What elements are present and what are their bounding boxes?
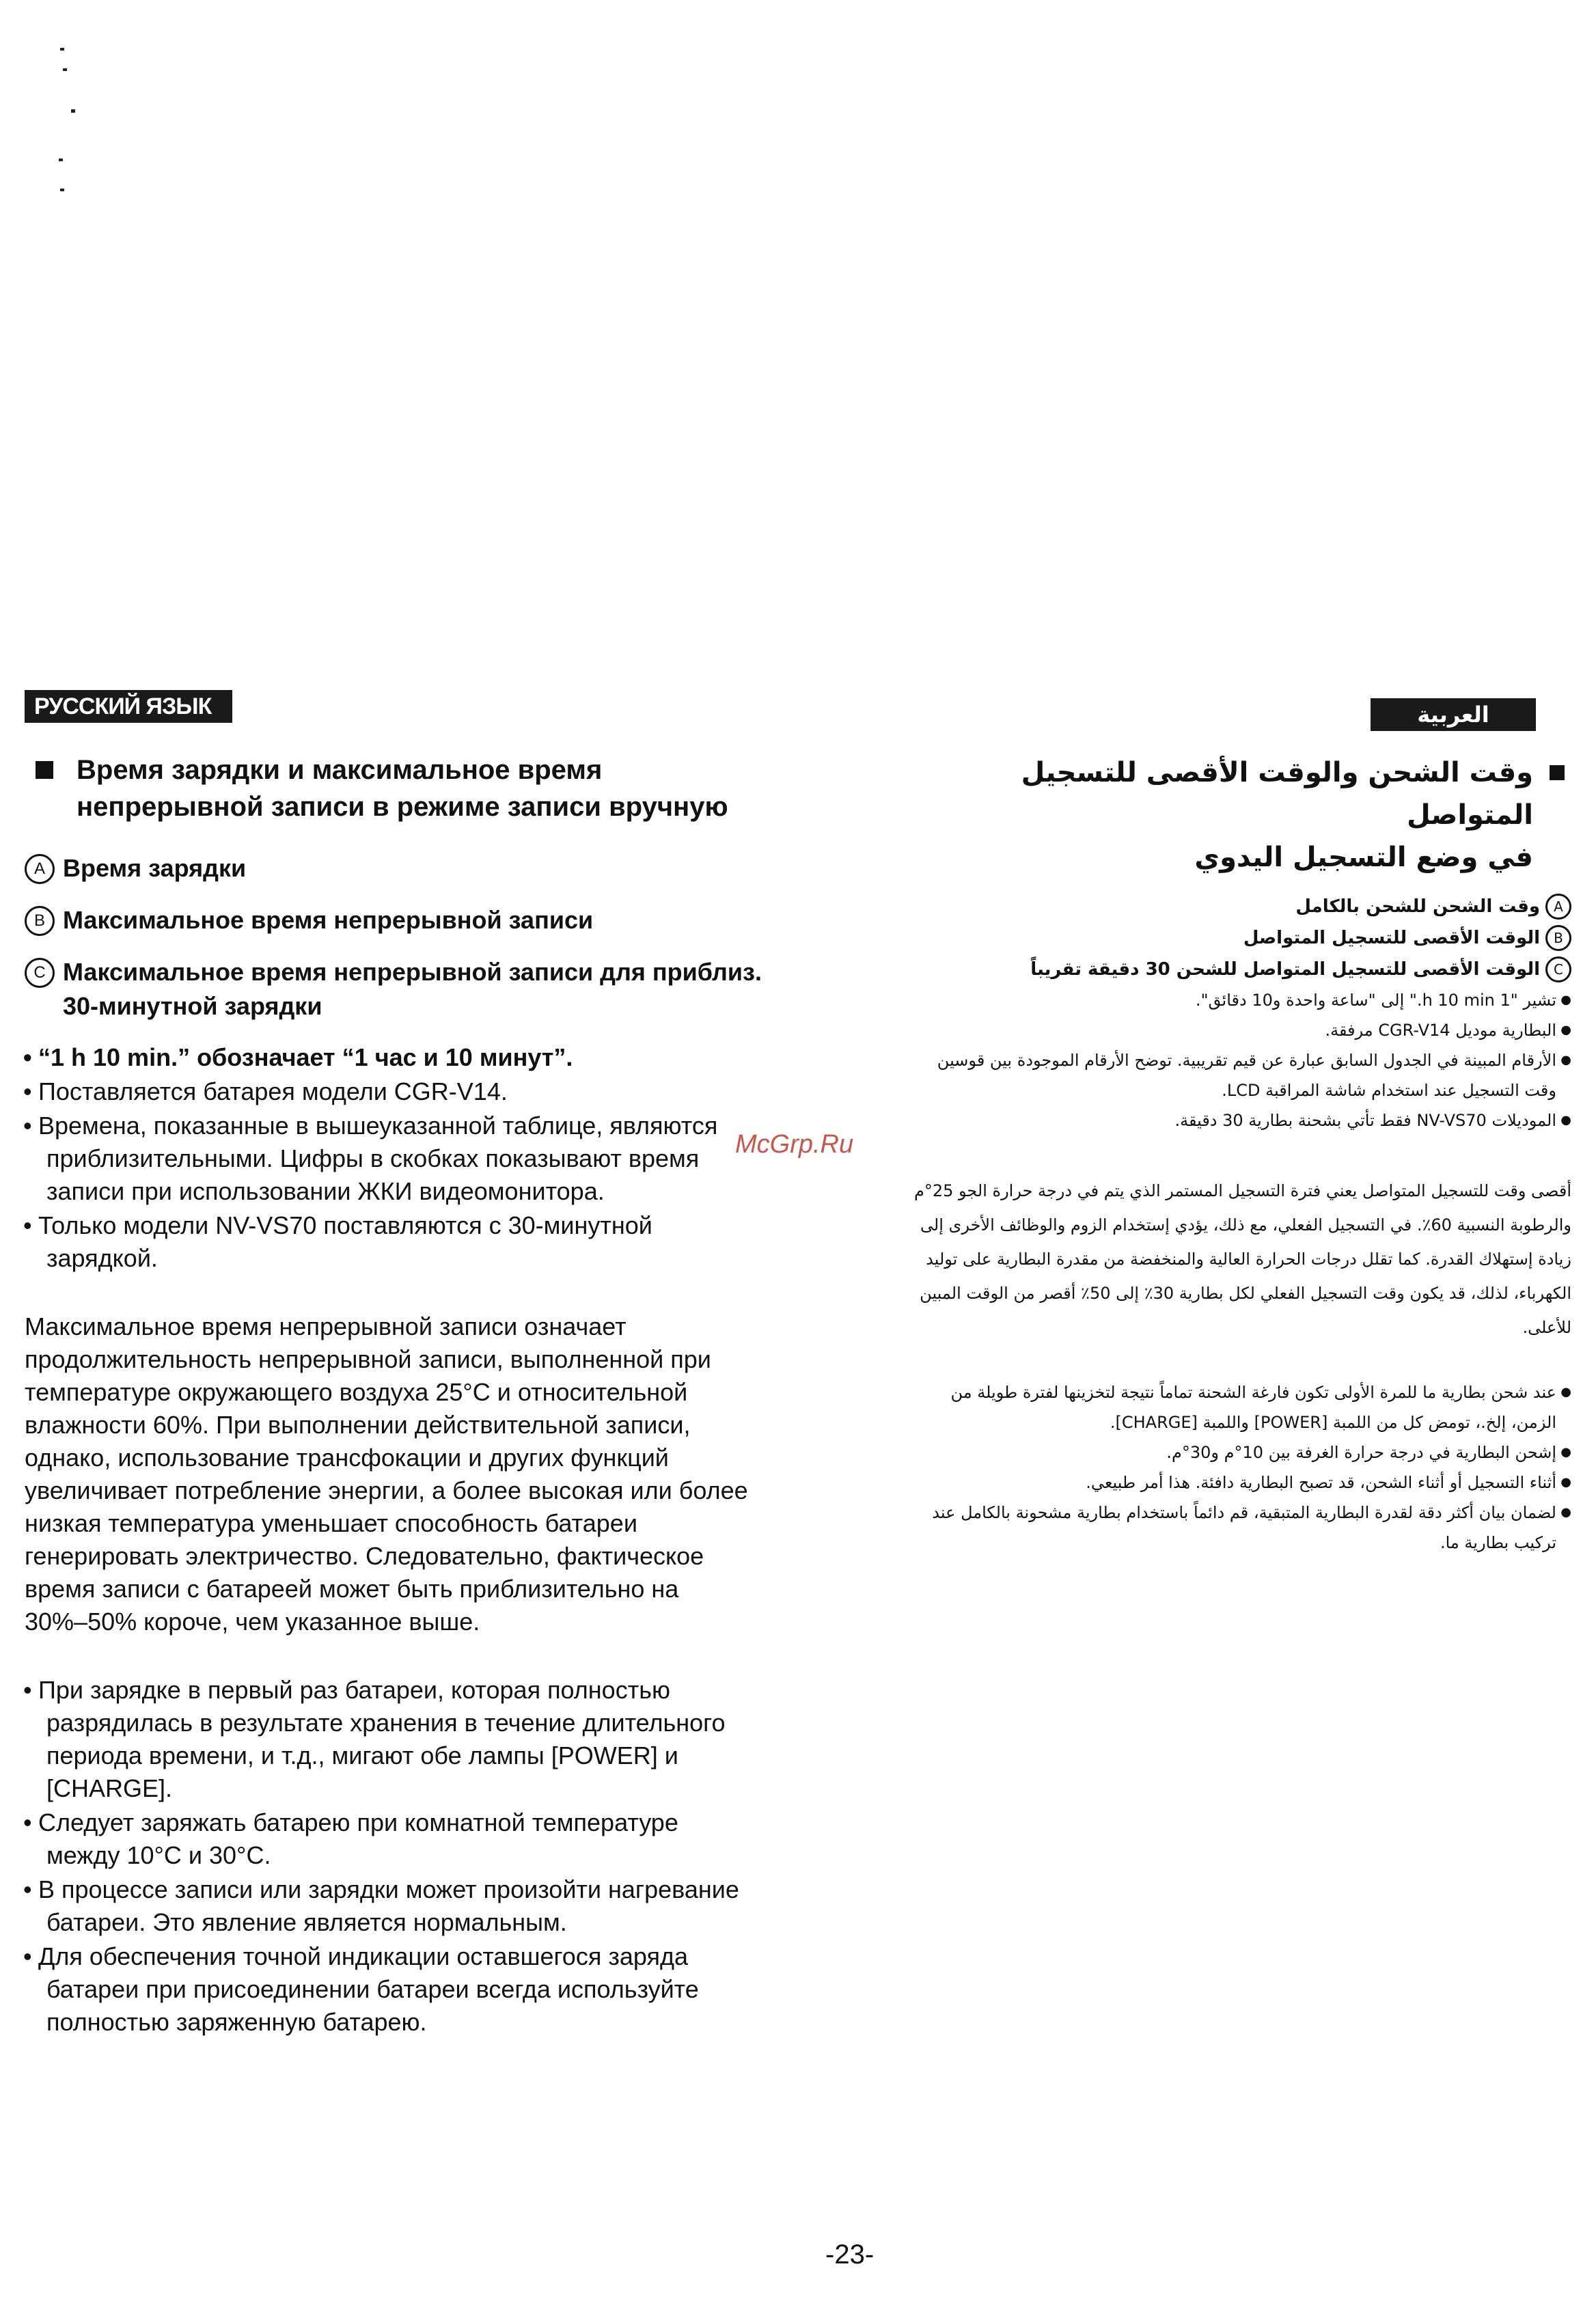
legend-item-c xyxy=(909,954,1571,985)
list-item-text: • Для обеспечения точной индикации оставшегося заряда xyxy=(38,1942,688,1970)
list-item xyxy=(25,1940,865,2039)
list-item-text: периода времени, и т.д., мигают обе лампы [POWER] и xyxy=(46,1741,678,1769)
list-item-text: зарядкой. xyxy=(46,1244,158,1272)
title-line: في وضع التسجيل اليدوي xyxy=(1194,842,1533,873)
legend-text: الوقت الأقصى للتسجيل المتواصل للشحن 30 دقيقة تقريباً xyxy=(1030,959,1540,980)
title-line: Время зарядки и максимальное время xyxy=(77,755,603,785)
list-item: ● عند شحن بطارية ما للمرة الأولى تكون فارغة الشحنة تماماً نتيجة لتخزينها لفترة طويلة من الزمن، إلخ.، تومض كل من اللمبة [POWER] واللمبة [CHARGE]. xyxy=(909,1377,1571,1437)
legend-item-b xyxy=(25,903,865,937)
arabic-section-title xyxy=(909,752,1571,879)
russian-notes-list xyxy=(25,1674,865,2039)
paragraph-line: температуре окружающего воздуха 25°C и относительной xyxy=(25,1378,688,1406)
list-item-text: разрядилась в результате хранения в течение длительного xyxy=(46,1709,726,1737)
list-item: ● تشير "1 h 10 min." إلى "ساعة واحدة و10 دقائق". xyxy=(909,985,1571,1015)
square-bullet-icon xyxy=(1550,765,1565,780)
list-item: ● أثناء التسجيل أو أثناء الشحن، قد تصبح البطارية دافئة. هذا أمر طبيعي. xyxy=(909,1468,1571,1498)
circled-letter-icon: C xyxy=(1545,956,1571,982)
legend-text: الوقت الأقصى للتسجيل المتواصل xyxy=(1243,928,1540,948)
list-item: ● البطارية موديل CGR-V14 مرفقة. xyxy=(909,1015,1571,1045)
margin-mark xyxy=(63,68,67,71)
margin-mark xyxy=(60,48,64,51)
paragraph-line: Максимальное время непрерывной записи означает xyxy=(25,1312,627,1340)
title-line: непрерывной записи в режиме записи вручную xyxy=(77,792,728,822)
list-item xyxy=(25,1075,865,1108)
arabic-paragraph: أقصى وقت للتسجيل المتواصل يعني فترة التسجيل المستمر الذي يتم في درجة حرارة الجو 25°م والرطوبة النسبية 60٪. في التسجيل الفعلي، مع ذلك، يؤدي إستخدام الزوم والوظائف الأخرى إلى زيادة إستهلاك القدرة. كما تقلل درجات الحرارة العالية والمنخفضة من مقدرة البطارية على توليد الكهرباء، لذلك، قد يكون وقت التسجيل الفعلي لكل بطارية 30٪ إلى 50٪ أقصر من الوقت المبين للأعلى. xyxy=(913,1181,1571,1337)
circled-letter-icon: B xyxy=(1545,925,1571,951)
circled-letter-icon: C xyxy=(25,958,55,988)
list-item-text: • При зарядке в первый раз батареи, которая полностью xyxy=(38,1676,670,1704)
margin-mark xyxy=(59,159,63,161)
list-item-text: батареи. Это явление является нормальным. xyxy=(46,1908,567,1936)
legend-text: Максимальное время непрерывной записи xyxy=(63,906,594,934)
list-item-text: • “1 h 10 min.” обозначает “1 час и 10 минут”. xyxy=(38,1043,573,1071)
list-item: ● إشحن البطارية في درجة حرارة الغرفة بين 10°م و30°م. xyxy=(909,1437,1571,1468)
list-item-text: батареи при присоединении батареи всегда используйте xyxy=(46,1975,699,2003)
circled-letter-icon: A xyxy=(25,854,55,884)
list-item xyxy=(25,1674,865,1805)
list-item: ● لضمان بيان أكثر دقة لقدرة البطارية المتبقية، قم دائماً باستخدام بطارية مشحونة بالكامل عند تركيب بطارية ما. xyxy=(909,1498,1571,1558)
arabic-column xyxy=(909,752,1571,1558)
list-item: ● الأرقام المبينة في الجدول السابق عبارة عن قيم تقريبية. توضح الأرقام الموجودة بين قوسين وقت التسجيل عند استخدام شاشة المراقبة LCD. xyxy=(909,1045,1571,1105)
legend-item-c xyxy=(25,955,865,1023)
legend-item-a xyxy=(25,851,865,885)
paragraph-line: влажности 60%. При выполнении действительной записи, xyxy=(25,1411,691,1439)
list-item xyxy=(25,1209,865,1275)
title-line: وقت الشحن والوقت الأقصى للتسجيل المتواصل xyxy=(1021,757,1533,831)
paragraph-line: увеличивает потребление энергии, а более высокая или более xyxy=(25,1476,748,1504)
list-item-text: [CHARGE]. xyxy=(46,1774,173,1802)
list-item-text: • В процессе записи или зарядки может произойти нагревание xyxy=(38,1875,739,1903)
paragraph-line: генерировать электричество. Следовательно, фактическое xyxy=(25,1542,704,1570)
legend-text: Время зарядки xyxy=(63,854,247,882)
paragraph-line: однако, использование трансфокации и других функций xyxy=(25,1444,669,1472)
russian-column xyxy=(25,752,865,2040)
arabic-bullet-list xyxy=(909,985,1571,1135)
watermark-text: McGrp.Ru xyxy=(735,1130,854,1159)
russian-section-title xyxy=(31,752,865,825)
list-item xyxy=(25,1806,865,1872)
paragraph-line: 30%–50% короче, чем указанное выше. xyxy=(25,1608,480,1636)
arabic-legend xyxy=(909,891,1571,985)
russian-paragraph xyxy=(25,1310,865,1638)
list-item: ● الموديلات NV-VS70 فقط تأتي بشحنة بطارية 30 دقيقة. xyxy=(909,1105,1571,1135)
paragraph-line: низкая температура уменьшает способность батареи xyxy=(25,1509,637,1537)
list-item xyxy=(25,1873,865,1939)
arabic-notes-list xyxy=(909,1377,1571,1558)
legend-item-b xyxy=(909,922,1571,954)
margin-mark xyxy=(60,189,64,191)
list-item-text: записи при использовании ЖКИ видеомонитора. xyxy=(46,1177,605,1205)
list-item-text: между 10°C и 30°C. xyxy=(46,1841,271,1869)
list-item-text: • Времена, показанные в вышеуказанной таблице, являются xyxy=(38,1112,718,1140)
paragraph-line: время записи с батареей может быть приблизительно на xyxy=(25,1575,679,1603)
arabic-language-label: العربية xyxy=(1371,698,1536,731)
list-item xyxy=(25,1041,865,1074)
margin-mark xyxy=(71,109,75,113)
list-item-text: приблизительными. Цифры в скобках показывают время xyxy=(46,1144,700,1172)
list-item-text: полностью заряженную батарею. xyxy=(46,2008,427,2036)
square-bullet-icon xyxy=(36,761,53,779)
legend-text: 30-минутной зарядки xyxy=(63,992,322,1020)
russian-language-label: РУССКИЙ ЯЗЫК xyxy=(25,690,232,723)
page-number: -23- xyxy=(825,2240,875,2270)
circled-letter-icon: A xyxy=(1545,894,1571,920)
paragraph-line: продолжительность непрерывной записи, выполненной при xyxy=(25,1345,711,1373)
russian-legend xyxy=(25,851,865,1023)
legend-text: Максимальное время непрерывной записи для приблиз. xyxy=(63,958,762,986)
list-item-text: • Следует заряжать батарею при комнатной температуре xyxy=(38,1808,678,1836)
circled-letter-icon: B xyxy=(25,906,55,936)
list-item-text: • Поставляется батарея модели CGR-V14. xyxy=(38,1077,508,1105)
legend-item-a xyxy=(909,891,1571,922)
list-item-text: • Только модели NV-VS70 поставляются с 30-минутной xyxy=(38,1211,652,1239)
legend-text: وقت الشحن للشحن بالكامل xyxy=(1295,896,1540,917)
